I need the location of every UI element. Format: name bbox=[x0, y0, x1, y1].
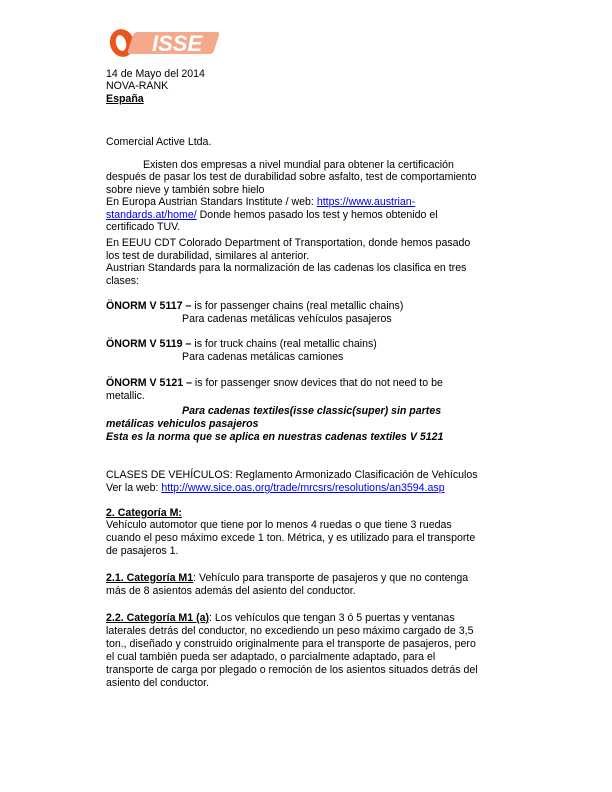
europe-line bbox=[106, 196, 516, 208]
europe-line-2 bbox=[106, 209, 516, 221]
cat-m1-title: 2.1. Categoría M1 bbox=[106, 572, 194, 584]
classes-web-label: Ver la web: bbox=[106, 482, 162, 494]
usa-line-1: En EEUU CDT Colorado Department of Transportation, donde hemos pasado bbox=[106, 237, 471, 249]
cat-m1-line-1 bbox=[106, 572, 516, 584]
recipient: Comercial Active Ltda. bbox=[106, 136, 212, 148]
austrian-line-1: Austrian Standards para la normalización de las cadenas los clasifica en tres bbox=[106, 262, 467, 274]
cat-m1a-title: 2.2. Categoría M1 (a) bbox=[106, 612, 210, 624]
cat-m1a-line-1 bbox=[106, 612, 516, 624]
norm-5119 bbox=[106, 338, 516, 350]
europe-text: En Europa Austrian Standars Institute / web: bbox=[106, 196, 317, 208]
cat-m-line-1: Vehículo automotor que tiene por lo menos 4 ruedas o que tiene 3 ruedas bbox=[106, 519, 452, 531]
norm-desc: is for truck chains (real metallic chains) bbox=[191, 338, 377, 350]
norm-5121 bbox=[106, 377, 516, 389]
cat-m1-line-2: más de 8 asientos además del asiento del conductor. bbox=[106, 585, 356, 597]
intro-line-3: sobre nieve y también sobre hielo bbox=[106, 184, 265, 196]
classes-line-1: CLASES DE VEHÍCULOS: Reglamento Armonizado Clasificación de Vehículos bbox=[106, 469, 478, 481]
norm-5121-cont: metallic. bbox=[106, 390, 145, 402]
cat-m-line-3: de pasajeros 1. bbox=[106, 545, 179, 557]
norm-5121-es-3: Esta es la norma que se aplica en nuestras cadenas textiles V 5121 bbox=[106, 431, 444, 443]
cat-m1a-line-2: laterales detrás del conductor, no excediendo un peso máximo cargado de 3,5 bbox=[106, 625, 474, 637]
sice-link[interactable]: http://www.sice.oas.org/trade/mrcsrs/resolutions/an3594.asp bbox=[161, 482, 445, 494]
norm-desc: is for passenger snow devices that do not need to be bbox=[191, 377, 443, 389]
country-line: España bbox=[106, 93, 144, 105]
norm-5117-es: Para cadenas metálicas vehículos pasajeros bbox=[182, 313, 392, 325]
cat-m1-text: : Vehículo para transporte de pasajeros y que no contenga bbox=[193, 572, 469, 584]
svg-text:ISSE: ISSE bbox=[152, 31, 203, 56]
cat-m-line-2: cuando el peso máximo excede 1 ton. Métrica, y es utilizado para el transporte bbox=[106, 532, 476, 544]
norm-5119-es: Para cadenas metálicas camiones bbox=[182, 351, 344, 363]
norm-code: ÖNORM V 5119 – bbox=[106, 338, 192, 350]
austrian-standards-link-cont[interactable]: standards.at/home/ bbox=[106, 209, 197, 221]
isse-logo bbox=[108, 26, 226, 60]
intro-line-1: Existen dos empresas a nivel mundial para obtener la certificación bbox=[143, 159, 454, 171]
cat-m1a-line-3: ton., diseñado y construido originalmente para el transporte de pasajeros, pero bbox=[106, 638, 476, 650]
europe-text-2: Donde hemos pasado los test y hemos obtenido el bbox=[196, 209, 438, 221]
date-line: 14 de Mayo del 2014 bbox=[106, 68, 205, 80]
norm-5121-es-1: Para cadenas textiles(isse classic(super) sin partes bbox=[182, 405, 442, 417]
cat-m1a-line-6: asiento del conductor. bbox=[106, 677, 210, 689]
cat-m-title: 2. Categoría M: bbox=[106, 507, 182, 519]
norm-code: ÖNORM V 5117 – bbox=[106, 300, 192, 312]
europe-line-3: certificado TUV. bbox=[106, 221, 181, 233]
classes-line-2 bbox=[106, 482, 516, 494]
cat-m1a-line-5: transporte de carga por plegado o remoción de los asientos situados detrás del bbox=[106, 664, 478, 676]
norm-code: ÖNORM V 5121 – bbox=[106, 377, 192, 389]
norm-desc: is for passenger chains (real metallic chains) bbox=[191, 300, 404, 312]
norm-5121-es-2: metálicas vehiculos pasajeros bbox=[106, 418, 259, 430]
usa-line-2: los test de durabilidad, similares al anterior. bbox=[106, 250, 310, 262]
austrian-line-2: clases: bbox=[106, 275, 139, 287]
austrian-standards-link[interactable]: https://www.austrian- bbox=[316, 196, 416, 208]
cat-m1a-line-4: el cual también pueda ser adaptado, o parcialmente adaptado, para el bbox=[106, 651, 436, 663]
company-line: NOVA-RANK bbox=[106, 80, 169, 92]
norm-5117 bbox=[106, 300, 516, 312]
intro-line-2: después de pasar los test de durabilidad sobre asfalto, test de comportamiento bbox=[106, 171, 477, 183]
cat-m1a-text: : Los vehículos que tengan 3 ó 5 puertas y ventanas bbox=[209, 612, 455, 624]
